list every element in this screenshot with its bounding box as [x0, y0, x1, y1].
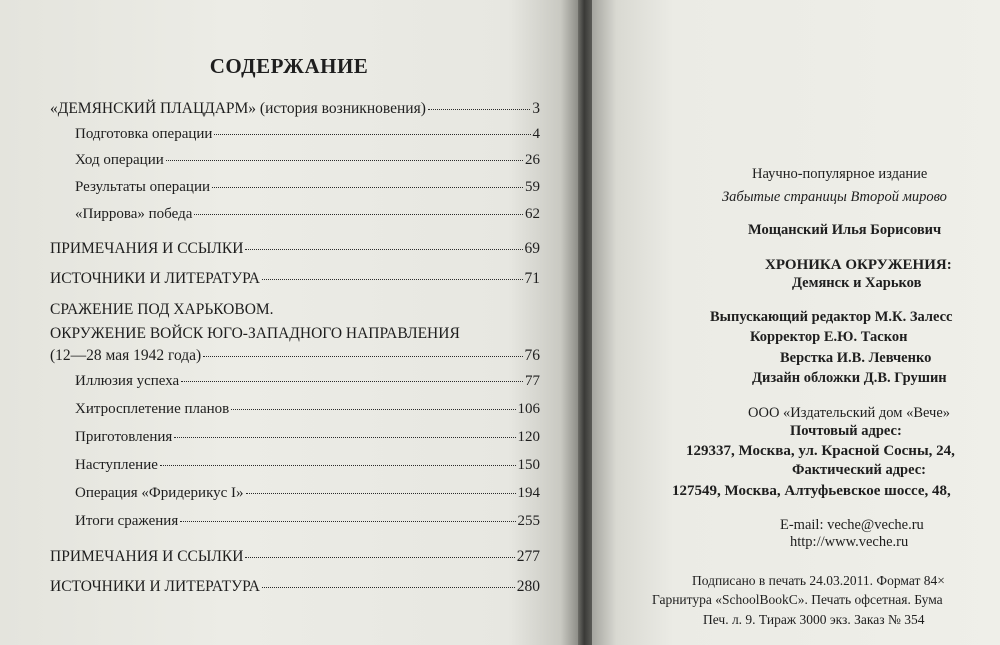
- print-info-line-1: Подписано в печать 24.03.2011. Формат 84×: [692, 573, 945, 588]
- toc-entry: Приготовления 120: [75, 429, 540, 445]
- series-title: Забытые страницы Второй мирово: [722, 189, 947, 205]
- toc-entry: Ход операции 26: [75, 152, 540, 168]
- toc-entry: Итоги сражения 255: [75, 513, 540, 529]
- toc-entry: Результаты операции 59: [75, 179, 540, 195]
- credit-proofreader: Корректор Е.Ю. Таскон: [750, 329, 908, 345]
- toc-entry: Подготовка операции 4: [75, 126, 540, 142]
- toc-entry: (12—28 мая 1942 года) 76: [50, 347, 540, 364]
- contact-website: http://www.veche.ru: [790, 534, 909, 550]
- credit-editor: Выпускающий редактор М.К. Залесс: [710, 309, 953, 325]
- print-info-line-3: Печ. л. 9. Тираж 3000 экз. Заказ № 354: [703, 612, 925, 627]
- section-heading-line-2: ОКРУЖЕНИЕ ВОЙСК ЮГО-ЗАПАДНОГО НАПРАВЛЕНИЯ: [50, 325, 460, 342]
- book-gutter: [578, 0, 592, 645]
- author-name: Мощанский Илья Борисович: [748, 222, 942, 238]
- print-info-line-2: Гарнитура «SchoolBookC». Печать офсетная. Бума: [652, 592, 943, 607]
- toc-entry: ИСТОЧНИКИ И ЛИТЕРАТУРА 280: [50, 578, 540, 595]
- toc-entry: ПРИМЕЧАНИЯ И ССЫЛКИ 69: [50, 240, 540, 257]
- credit-layout: Верстка И.В. Левченко: [780, 350, 932, 366]
- toc-entry: Иллюзия успеха 77: [75, 373, 540, 389]
- toc-entry: Наступление 150: [75, 457, 540, 473]
- book-title: ХРОНИКА ОКРУЖЕНИЯ:: [765, 257, 952, 273]
- actual-address: 127549, Москва, Алтуфьевское шоссе, 48,: [672, 483, 951, 499]
- postal-address-label: Почтовый адрес:: [790, 423, 902, 439]
- contact-email: E-mail: veche@veche.ru: [780, 517, 924, 533]
- toc-entry: Операция «Фридерикус I» 194: [75, 485, 540, 501]
- toc-title: СОДЕРЖАНИЕ: [209, 54, 369, 78]
- toc-entry: Хитросплетение планов 106: [75, 401, 540, 417]
- toc-entry: «ДЕМЯНСКИЙ ПЛАЦДАРМ» (история возникновения) 3: [50, 100, 540, 117]
- actual-address-label: Фактический адрес:: [792, 462, 926, 478]
- edition-type: Научно-популярное издание: [752, 166, 928, 182]
- toc-entry: ИСТОЧНИКИ И ЛИТЕРАТУРА 71: [50, 270, 540, 287]
- credit-cover: Дизайн обложки Д.В. Грушин: [752, 370, 947, 386]
- book-subtitle: Демянск и Харьков: [792, 275, 922, 291]
- postal-address: 129337, Москва, ул. Красной Сосны, 24,: [686, 443, 955, 459]
- toc-entry: «Пиррова» победа 62: [75, 206, 540, 222]
- publisher-name: ООО «Издательский дом «Вече»: [748, 405, 951, 421]
- toc-entry: ПРИМЕЧАНИЯ И ССЫЛКИ 277: [50, 548, 540, 565]
- section-heading-line-1: СРАЖЕНИЕ ПОД ХАРЬКОВОМ.: [50, 301, 274, 318]
